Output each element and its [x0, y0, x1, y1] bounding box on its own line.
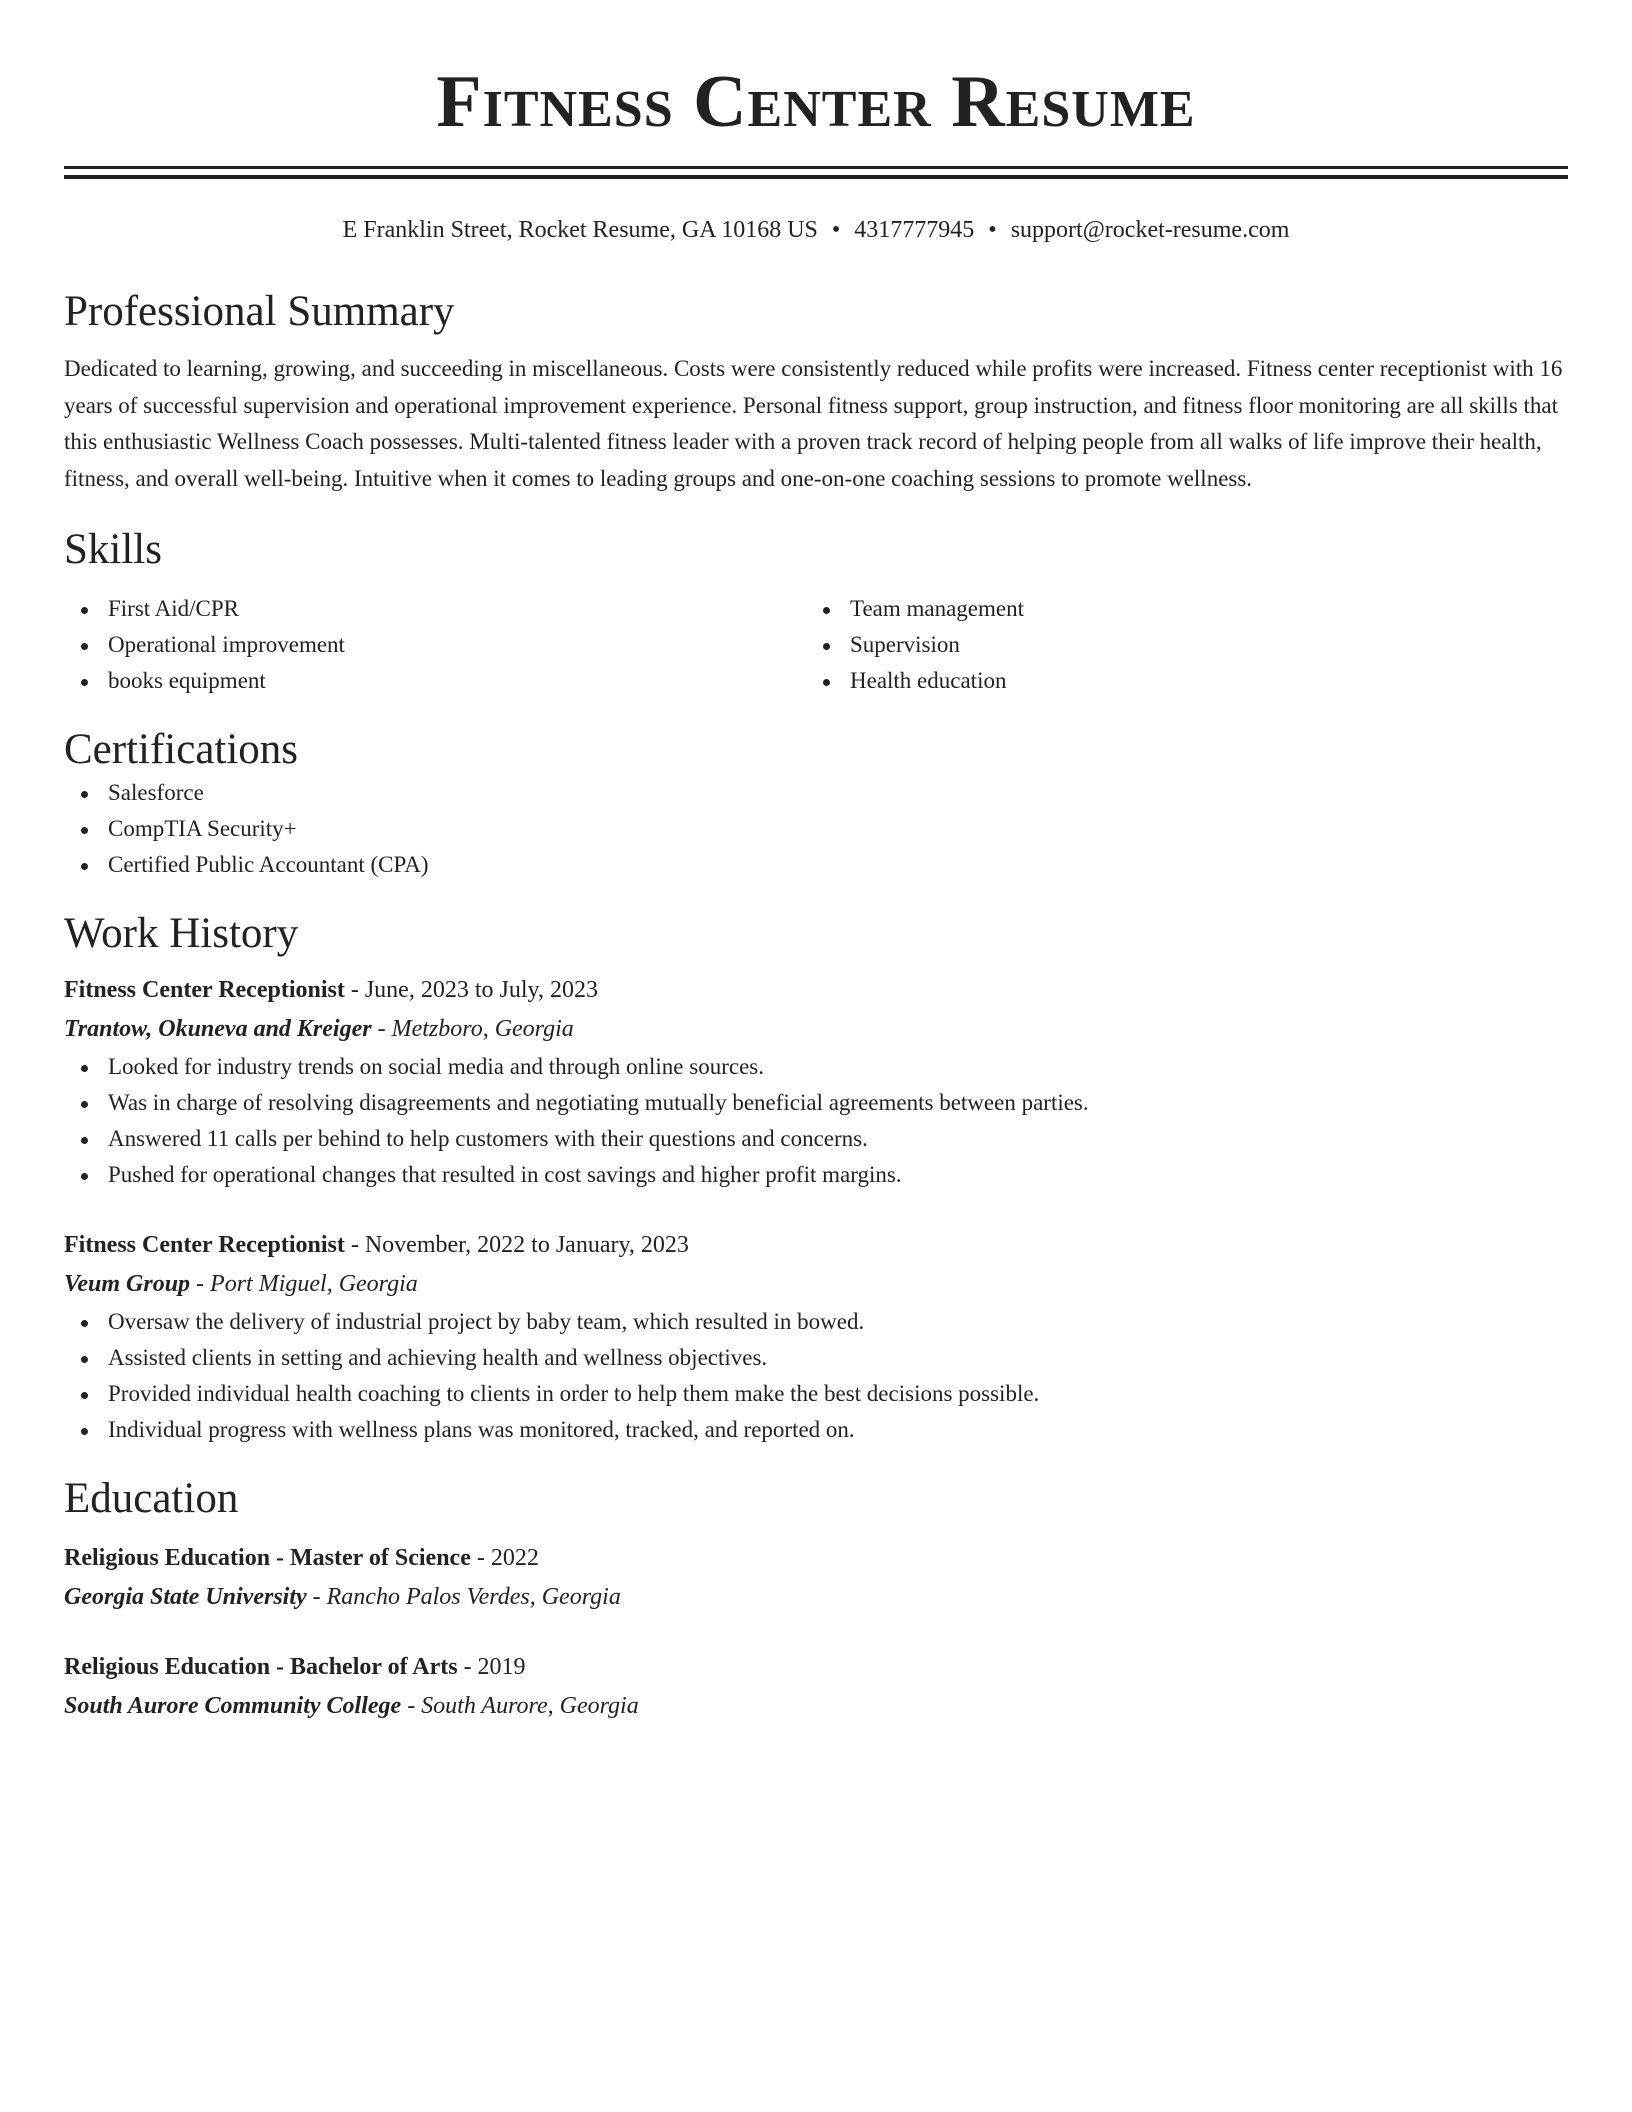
resume-title: Fitness Center Resume: [436, 61, 1196, 143]
job-company: Trantow, Okuneva and Kreiger: [64, 1016, 372, 1042]
job-dates: - June, 2023 to July, 2023: [344, 977, 598, 1003]
education-school-line: [64, 1578, 1568, 1617]
job-title-line: [64, 971, 1568, 1010]
work-history-heading: Work History: [64, 910, 299, 957]
contact-separator: •: [831, 217, 841, 243]
title-divider-top: [64, 166, 1568, 169]
job-title-line: [64, 1226, 1568, 1265]
contact-separator: •: [988, 217, 997, 243]
skills-column-left: [64, 591, 806, 699]
education-entry: [64, 1648, 1568, 1726]
skill-item: Supervision: [806, 627, 1548, 663]
job-bullet: Was in charge of resolving disagreements and negotiating mutually beneficial agreements between parties.: [64, 1085, 1568, 1121]
job-company-line: [64, 1265, 1568, 1304]
job-entry: [64, 1226, 1568, 1448]
job-bullet: Oversaw the delivery of industrial project by baby team, which resulted in bowed.: [64, 1304, 1568, 1340]
job-location: - Port Miguel, Georgia: [190, 1271, 418, 1297]
job-location: - Metzboro, Georgia: [371, 1016, 574, 1042]
education-year: - 2019: [457, 1654, 526, 1680]
skill-item: books equipment: [64, 663, 806, 699]
contact-phone: 4317777945: [854, 217, 975, 243]
certification-item: CompTIA Security+: [64, 811, 1568, 847]
contact-address: E Franklin Street, Rocket Resume, GA 10168 US: [342, 217, 818, 243]
education-location: - South Aurore, Georgia: [401, 1693, 639, 1719]
certifications-list: [64, 775, 1568, 883]
education-degree: Religious Education - Bachelor of Arts: [64, 1654, 458, 1680]
title-divider-bottom: [64, 175, 1568, 179]
job-bullet: Individual progress with wellness plans was monitored, tracked, and reported on.: [64, 1412, 1568, 1448]
job-bullet: Looked for industry trends on social media and through online sources.: [64, 1049, 1568, 1085]
job-bullet: Assisted clients in setting and achieving health and wellness objectives.: [64, 1340, 1568, 1376]
education-year: - 2022: [470, 1545, 539, 1571]
job-title: Fitness Center Receptionist: [64, 977, 345, 1003]
contact-line: [64, 215, 1568, 245]
certifications-heading: Certifications: [64, 726, 299, 773]
certification-item: Salesforce: [64, 775, 1568, 811]
job-dates: - November, 2022 to January, 2023: [344, 1232, 689, 1258]
job-bullet: Provided individual health coaching to clients in order to help them make the best decisions possible.: [64, 1376, 1568, 1412]
skill-item: First Aid/CPR: [64, 591, 806, 627]
education-degree: Religious Education - Master of Science: [64, 1545, 471, 1571]
summary-text: Dedicated to learning, growing, and succeeding in miscellaneous. Costs were consistently reduced while profits were increased. Fitness center receptionist with 16 years of successful supervision and operational improvement experience. Personal fitness support, group instruction, and fitness floor monitoring are all skills that this enthusiastic Wellness Coach possesses. Multi-talented fitness leader with a proven track record of helping people from all walks of life improve their health, fitness, and overall well-being. Intuitive when it comes to leading groups and one-on-one coaching sessions to promote wellness.: [64, 356, 1563, 491]
education-degree-line: [64, 1648, 1568, 1687]
skill-item: Team management: [806, 591, 1548, 627]
skills-column-right: [806, 591, 1548, 699]
certification-item: Certified Public Accountant (CPA): [64, 847, 1568, 883]
job-bullet: Answered 11 calls per behind to help customers with their questions and concerns.: [64, 1121, 1568, 1157]
education-degree-line: [64, 1539, 1568, 1578]
job-bullet: Pushed for operational changes that resulted in cost savings and higher profit margins.: [64, 1157, 1568, 1193]
job-company: Veum Group: [64, 1271, 191, 1297]
education-location: - Rancho Palos Verdes, Georgia: [306, 1584, 621, 1610]
job-bullets: [64, 1049, 1568, 1193]
skill-item: Health education: [806, 663, 1548, 699]
contact-email: support@rocket-resume.com: [1010, 217, 1290, 243]
education-school: South Aurore Community College: [64, 1693, 402, 1719]
job-bullets: [64, 1304, 1568, 1448]
education-school: Georgia State University: [64, 1584, 307, 1610]
skills-heading: Skills: [64, 526, 162, 573]
education-school-line: [64, 1687, 1568, 1726]
education-entry: [64, 1539, 1568, 1617]
job-entry: [64, 971, 1568, 1193]
job-title: Fitness Center Receptionist: [64, 1232, 345, 1258]
resume-page: [64, 0, 1568, 1726]
summary-heading: Professional Summary: [64, 288, 455, 335]
education-heading: Education: [64, 1475, 239, 1522]
skill-item: Operational improvement: [64, 627, 806, 663]
skills-list: [64, 591, 1568, 699]
job-company-line: [64, 1010, 1568, 1049]
